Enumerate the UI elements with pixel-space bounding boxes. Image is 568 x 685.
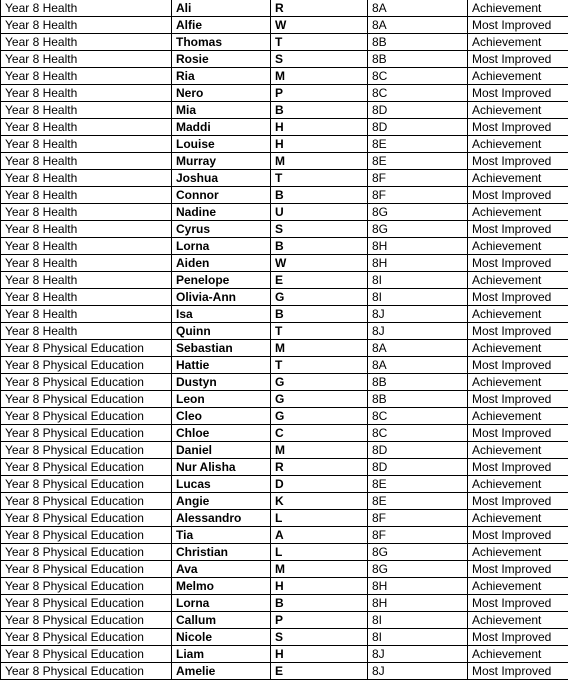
award-cell[interactable]: Achievement [468,442,568,459]
award-cell[interactable]: Most Improved [468,357,568,374]
subject-cell[interactable]: Year 8 Health [1,17,172,34]
surname-initial-cell[interactable]: T [271,34,368,51]
first-name-cell[interactable]: Louise [172,136,271,153]
table-row [1,221,568,238]
first-name-cell[interactable]: Ria [172,68,271,85]
class-cell[interactable]: 8D [368,442,468,459]
table-row [1,442,568,459]
first-name-cell[interactable]: Angie [172,493,271,510]
first-name-cell[interactable]: Daniel [172,442,271,459]
surname-initial-cell[interactable]: H [271,646,368,663]
award-cell[interactable]: Achievement [468,340,568,357]
subject-cell[interactable]: Year 8 Health [1,289,172,306]
table-row [1,136,568,153]
first-name-cell[interactable]: Ali [172,0,271,17]
class-cell[interactable]: 8C [368,85,468,102]
class-cell[interactable]: 8J [368,306,468,323]
subject-cell[interactable]: Year 8 Health [1,187,172,204]
subject-cell[interactable]: Year 8 Physical Education [1,374,172,391]
table-row [1,119,568,136]
surname-initial-cell[interactable]: B [271,595,368,612]
first-name-cell[interactable]: Lorna [172,595,271,612]
subject-cell[interactable]: Year 8 Physical Education [1,340,172,357]
first-name-cell[interactable]: Mia [172,102,271,119]
first-name-cell[interactable]: Olivia-Ann [172,289,271,306]
surname-initial-cell[interactable]: A [271,527,368,544]
subject-cell[interactable]: Year 8 Physical Education [1,527,172,544]
class-cell[interactable]: 8F [368,187,468,204]
subject-cell[interactable]: Year 8 Health [1,102,172,119]
first-name-cell[interactable]: Callum [172,612,271,629]
class-cell[interactable]: 8I [368,272,468,289]
award-cell[interactable]: Most Improved [468,255,568,272]
class-cell[interactable]: 8A [368,357,468,374]
award-cell[interactable]: Achievement [468,204,568,221]
surname-initial-cell[interactable]: U [271,204,368,221]
class-cell[interactable]: 8G [368,544,468,561]
class-cell[interactable]: 8F [368,527,468,544]
surname-initial-cell[interactable]: H [271,578,368,595]
award-cell[interactable]: Most Improved [468,595,568,612]
first-name-cell[interactable]: Penelope [172,272,271,289]
table-row [1,68,568,85]
surname-initial-cell[interactable]: B [271,238,368,255]
award-cell[interactable]: Achievement [468,578,568,595]
first-name-cell[interactable]: Isa [172,306,271,323]
award-cell[interactable]: Achievement [468,408,568,425]
table-row [1,17,568,34]
table-row [1,51,568,68]
award-cell[interactable]: Achievement [468,238,568,255]
first-name-cell[interactable]: Lorna [172,238,271,255]
first-name-cell[interactable]: Hattie [172,357,271,374]
surname-initial-cell[interactable]: B [271,187,368,204]
subject-cell[interactable]: Year 8 Health [1,306,172,323]
first-name-cell[interactable]: Alfie [172,17,271,34]
award-cell[interactable]: Achievement [468,0,568,17]
class-cell[interactable]: 8F [368,170,468,187]
table-row [1,187,568,204]
class-cell[interactable]: 8G [368,221,468,238]
surname-initial-cell[interactable]: R [271,459,368,476]
surname-initial-cell[interactable]: T [271,357,368,374]
award-cell[interactable]: Achievement [468,476,568,493]
table-row [1,527,568,544]
table-row [1,646,568,663]
award-cell[interactable]: Achievement [468,510,568,527]
table-row [1,408,568,425]
first-name-cell[interactable]: Nicole [172,629,271,646]
table-row [1,153,568,170]
first-name-cell[interactable]: Rosie [172,51,271,68]
subject-cell[interactable]: Year 8 Physical Education [1,459,172,476]
class-cell[interactable]: 8F [368,510,468,527]
class-cell[interactable]: 8C [368,68,468,85]
first-name-cell[interactable]: Maddi [172,119,271,136]
award-cell[interactable]: Most Improved [468,289,568,306]
class-cell[interactable]: 8D [368,459,468,476]
first-name-cell[interactable]: Cleo [172,408,271,425]
table-row [1,238,568,255]
subject-cell[interactable]: Year 8 Physical Education [1,629,172,646]
first-name-cell[interactable]: Connor [172,187,271,204]
class-cell[interactable]: 8J [368,646,468,663]
table-row [1,425,568,442]
first-name-cell[interactable]: Thomas [172,34,271,51]
surname-initial-cell[interactable]: H [271,119,368,136]
class-cell[interactable]: 8E [368,153,468,170]
surname-initial-cell[interactable]: W [271,17,368,34]
class-cell[interactable]: 8B [368,391,468,408]
surname-initial-cell[interactable]: C [271,425,368,442]
award-cell[interactable]: Achievement [468,374,568,391]
subject-cell[interactable]: Year 8 Health [1,204,172,221]
class-cell[interactable]: 8I [368,629,468,646]
surname-initial-cell[interactable]: B [271,102,368,119]
surname-initial-cell[interactable]: T [271,323,368,340]
subject-cell[interactable]: Year 8 Physical Education [1,663,172,680]
award-cell[interactable]: Achievement [468,544,568,561]
spreadsheet-body [1,0,568,680]
surname-initial-cell[interactable]: B [271,306,368,323]
award-cell[interactable]: Most Improved [468,153,568,170]
award-cell[interactable]: Most Improved [468,85,568,102]
table-row [1,374,568,391]
subject-cell[interactable]: Year 8 Physical Education [1,408,172,425]
first-name-cell[interactable]: Dustyn [172,374,271,391]
table-row [1,629,568,646]
table-row [1,357,568,374]
class-cell[interactable]: 8C [368,408,468,425]
table-row [1,255,568,272]
class-cell[interactable]: 8H [368,255,468,272]
subject-cell[interactable]: Year 8 Physical Education [1,510,172,527]
class-cell[interactable]: 8B [368,34,468,51]
subject-cell[interactable]: Year 8 Physical Education [1,476,172,493]
class-cell[interactable]: 8E [368,136,468,153]
award-cell[interactable]: Most Improved [468,119,568,136]
first-name-cell[interactable]: Liam [172,646,271,663]
table-row [1,85,568,102]
first-name-cell[interactable]: Lucas [172,476,271,493]
subject-cell[interactable]: Year 8 Physical Education [1,442,172,459]
surname-initial-cell[interactable]: R [271,0,368,17]
table-row [1,289,568,306]
first-name-cell[interactable]: Quinn [172,323,271,340]
surname-initial-cell[interactable]: M [271,442,368,459]
first-name-cell[interactable]: Murray [172,153,271,170]
table-row [1,306,568,323]
surname-initial-cell[interactable]: S [271,51,368,68]
table-row [1,544,568,561]
subject-cell[interactable]: Year 8 Physical Education [1,493,172,510]
award-cell[interactable]: Achievement [468,612,568,629]
subject-cell[interactable]: Year 8 Health [1,255,172,272]
table-row [1,0,568,17]
first-name-cell[interactable]: Amelie [172,663,271,680]
award-cell[interactable]: Most Improved [468,221,568,238]
table-row [1,561,568,578]
table-row [1,612,568,629]
subject-cell[interactable]: Year 8 Health [1,136,172,153]
subject-cell[interactable]: Year 8 Health [1,170,172,187]
award-cell[interactable]: Most Improved [468,425,568,442]
subject-cell[interactable]: Year 8 Health [1,0,172,17]
class-cell[interactable]: 8C [368,425,468,442]
surname-initial-cell[interactable]: S [271,221,368,238]
award-cell[interactable]: Achievement [468,102,568,119]
class-cell[interactable]: 8A [368,0,468,17]
class-cell[interactable]: 8B [368,374,468,391]
subject-cell[interactable]: Year 8 Health [1,323,172,340]
first-name-cell[interactable]: Nadine [172,204,271,221]
subject-cell[interactable]: Year 8 Health [1,51,172,68]
award-cell[interactable]: Most Improved [468,527,568,544]
first-name-cell[interactable]: Christian [172,544,271,561]
table-row [1,578,568,595]
surname-initial-cell[interactable]: M [271,68,368,85]
award-cell[interactable]: Achievement [468,306,568,323]
class-cell[interactable]: 8D [368,119,468,136]
class-cell[interactable]: 8A [368,17,468,34]
surname-initial-cell[interactable]: W [271,255,368,272]
first-name-cell[interactable]: Leon [172,391,271,408]
surname-initial-cell[interactable]: P [271,612,368,629]
class-cell[interactable]: 8H [368,578,468,595]
table-row [1,170,568,187]
award-cell[interactable]: Most Improved [468,663,568,680]
surname-initial-cell[interactable]: K [271,493,368,510]
first-name-cell[interactable]: Sebastian [172,340,271,357]
award-cell[interactable]: Most Improved [468,391,568,408]
subject-cell[interactable]: Year 8 Health [1,153,172,170]
award-cell[interactable]: Most Improved [468,459,568,476]
table-row [1,204,568,221]
subject-cell[interactable]: Year 8 Health [1,221,172,238]
first-name-cell[interactable]: Ava [172,561,271,578]
surname-initial-cell[interactable]: P [271,85,368,102]
subject-cell[interactable]: Year 8 Physical Education [1,561,172,578]
award-cell[interactable]: Achievement [468,68,568,85]
subject-cell[interactable]: Year 8 Physical Education [1,578,172,595]
award-cell[interactable]: Most Improved [468,51,568,68]
surname-initial-cell[interactable]: M [271,153,368,170]
surname-initial-cell[interactable]: L [271,544,368,561]
subject-cell[interactable]: Year 8 Health [1,238,172,255]
award-cell[interactable]: Most Improved [468,323,568,340]
surname-initial-cell[interactable]: D [271,476,368,493]
award-cell[interactable]: Achievement [468,34,568,51]
first-name-cell[interactable]: Aiden [172,255,271,272]
table-row [1,340,568,357]
table-row [1,272,568,289]
surname-initial-cell[interactable]: E [271,272,368,289]
class-cell[interactable]: 8A [368,340,468,357]
surname-initial-cell[interactable]: G [271,391,368,408]
table-row [1,459,568,476]
surname-initial-cell[interactable]: T [271,170,368,187]
award-cell[interactable]: Most Improved [468,187,568,204]
subject-cell[interactable]: Year 8 Physical Education [1,357,172,374]
subject-cell[interactable]: Year 8 Physical Education [1,646,172,663]
first-name-cell[interactable]: Nur Alisha [172,459,271,476]
table-row [1,595,568,612]
first-name-cell[interactable]: Nero [172,85,271,102]
first-name-cell[interactable]: Chloe [172,425,271,442]
award-cell[interactable]: Most Improved [468,17,568,34]
subject-cell[interactable]: Year 8 Physical Education [1,612,172,629]
class-cell[interactable]: 8G [368,561,468,578]
subject-cell[interactable]: Year 8 Health [1,119,172,136]
class-cell[interactable]: 8G [368,204,468,221]
surname-initial-cell[interactable]: M [271,561,368,578]
class-cell[interactable]: 8H [368,595,468,612]
table-row [1,476,568,493]
table-row [1,323,568,340]
class-cell[interactable]: 8H [368,238,468,255]
subject-cell[interactable]: Year 8 Health [1,272,172,289]
class-cell[interactable]: 8B [368,51,468,68]
surname-initial-cell[interactable]: G [271,289,368,306]
table-row [1,102,568,119]
class-cell[interactable]: 8E [368,476,468,493]
subject-cell[interactable]: Year 8 Physical Education [1,544,172,561]
first-name-cell[interactable]: Joshua [172,170,271,187]
class-cell[interactable]: 8J [368,323,468,340]
award-cell[interactable]: Most Improved [468,493,568,510]
subject-cell[interactable]: Year 8 Health [1,34,172,51]
subject-cell[interactable]: Year 8 Physical Education [1,425,172,442]
table-row [1,663,568,680]
class-cell[interactable]: 8E [368,493,468,510]
subject-cell[interactable]: Year 8 Health [1,85,172,102]
award-cell[interactable]: Most Improved [468,629,568,646]
class-cell[interactable]: 8I [368,289,468,306]
surname-initial-cell[interactable]: M [271,340,368,357]
table-row [1,34,568,51]
subject-cell[interactable]: Year 8 Physical Education [1,391,172,408]
first-name-cell[interactable]: Tia [172,527,271,544]
award-cell[interactable]: Most Improved [468,561,568,578]
award-cell[interactable]: Achievement [468,170,568,187]
class-cell[interactable]: 8J [368,663,468,680]
class-cell[interactable]: 8D [368,102,468,119]
first-name-cell[interactable]: Melmo [172,578,271,595]
surname-initial-cell[interactable]: G [271,374,368,391]
award-cell[interactable]: Achievement [468,646,568,663]
table-row [1,510,568,527]
subject-cell[interactable]: Year 8 Health [1,68,172,85]
class-cell[interactable]: 8I [368,612,468,629]
first-name-cell[interactable]: Cyrus [172,221,271,238]
surname-initial-cell[interactable]: S [271,629,368,646]
table-row [1,493,568,510]
surname-initial-cell[interactable]: L [271,510,368,527]
award-cell[interactable]: Achievement [468,136,568,153]
surname-initial-cell[interactable]: E [271,663,368,680]
award-cell[interactable]: Achievement [468,272,568,289]
table-row [1,391,568,408]
subject-cell[interactable]: Year 8 Physical Education [1,595,172,612]
surname-initial-cell[interactable]: H [271,136,368,153]
first-name-cell[interactable]: Alessandro [172,510,271,527]
surname-initial-cell[interactable]: G [271,408,368,425]
